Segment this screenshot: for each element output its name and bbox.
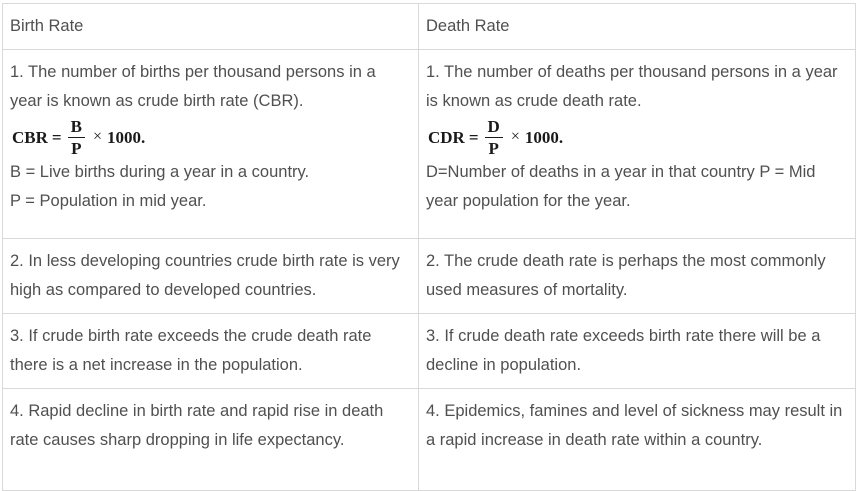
cdr-fraction — [485, 118, 503, 157]
table-row — [3, 389, 856, 491]
cbr-formula-equals: = — [51, 127, 62, 147]
cdr-denominator: P — [488, 138, 499, 158]
birth-rate-cell-2: 2. In less developing countries crude birth rate is very high as compared to developed countries. — [3, 239, 419, 314]
cdr-times-sign: × — [510, 128, 520, 145]
cdr-formula-lhs: CDR — [428, 127, 465, 147]
death-rate-cell-4: 4. Epidemics, famines and level of sickness may result in a rapid increase in death rate within a country. — [419, 389, 856, 491]
cbr-constant: 1000. — [106, 127, 146, 147]
cbr-definition-p: P = Population in mid year. — [10, 192, 207, 210]
cbr-intro-text: 1. The number of births per thousand persons in a year is known as crude birth rate (CBR). — [10, 63, 376, 110]
cbr-denominator: P — [71, 138, 82, 158]
table-row — [3, 314, 856, 389]
cdr-formula-equals: = — [468, 127, 479, 147]
cbr-numerator: B — [68, 118, 85, 138]
cbr-formula-lhs: CBR — [12, 127, 48, 147]
cbr-definition-b: B = Live births during a year in a country. — [10, 163, 310, 181]
cbr-formula — [12, 116, 411, 158]
cdr-definition: D=Number of deaths in a year in that country P = Mid year population for the year. — [426, 163, 816, 210]
cdr-intro-text: 1. The number of deaths per thousand persons in a year is known as crude death rate. — [426, 63, 838, 110]
cdr-formula — [428, 116, 848, 158]
header-death-rate: Death Rate — [419, 4, 856, 50]
birth-rate-cell-3: 3. If crude birth rate exceeds the crude death rate there is a net increase in the population. — [3, 314, 419, 389]
header-birth-rate: Birth Rate — [3, 4, 419, 50]
cdr-numerator: D — [485, 118, 503, 138]
table-row — [3, 239, 856, 314]
table-header-row — [3, 4, 856, 50]
birth-rate-cell-1 — [3, 50, 419, 239]
death-rate-cell-2: 2. The crude death rate is perhaps the most commonly used measures of mortality. — [419, 239, 856, 314]
comparison-table — [2, 3, 856, 491]
death-rate-cell-1 — [419, 50, 856, 239]
death-rate-cell-3: 3. If crude death rate exceeds birth rate there will be a decline in population. — [419, 314, 856, 389]
cbr-times-sign: × — [92, 128, 102, 145]
table-row — [3, 50, 856, 239]
birth-rate-cell-4: 4. Rapid decline in birth rate and rapid rise in death rate causes sharp dropping in life expectancy. — [3, 389, 419, 491]
cdr-constant: 1000. — [524, 127, 564, 147]
cbr-fraction — [68, 118, 85, 157]
